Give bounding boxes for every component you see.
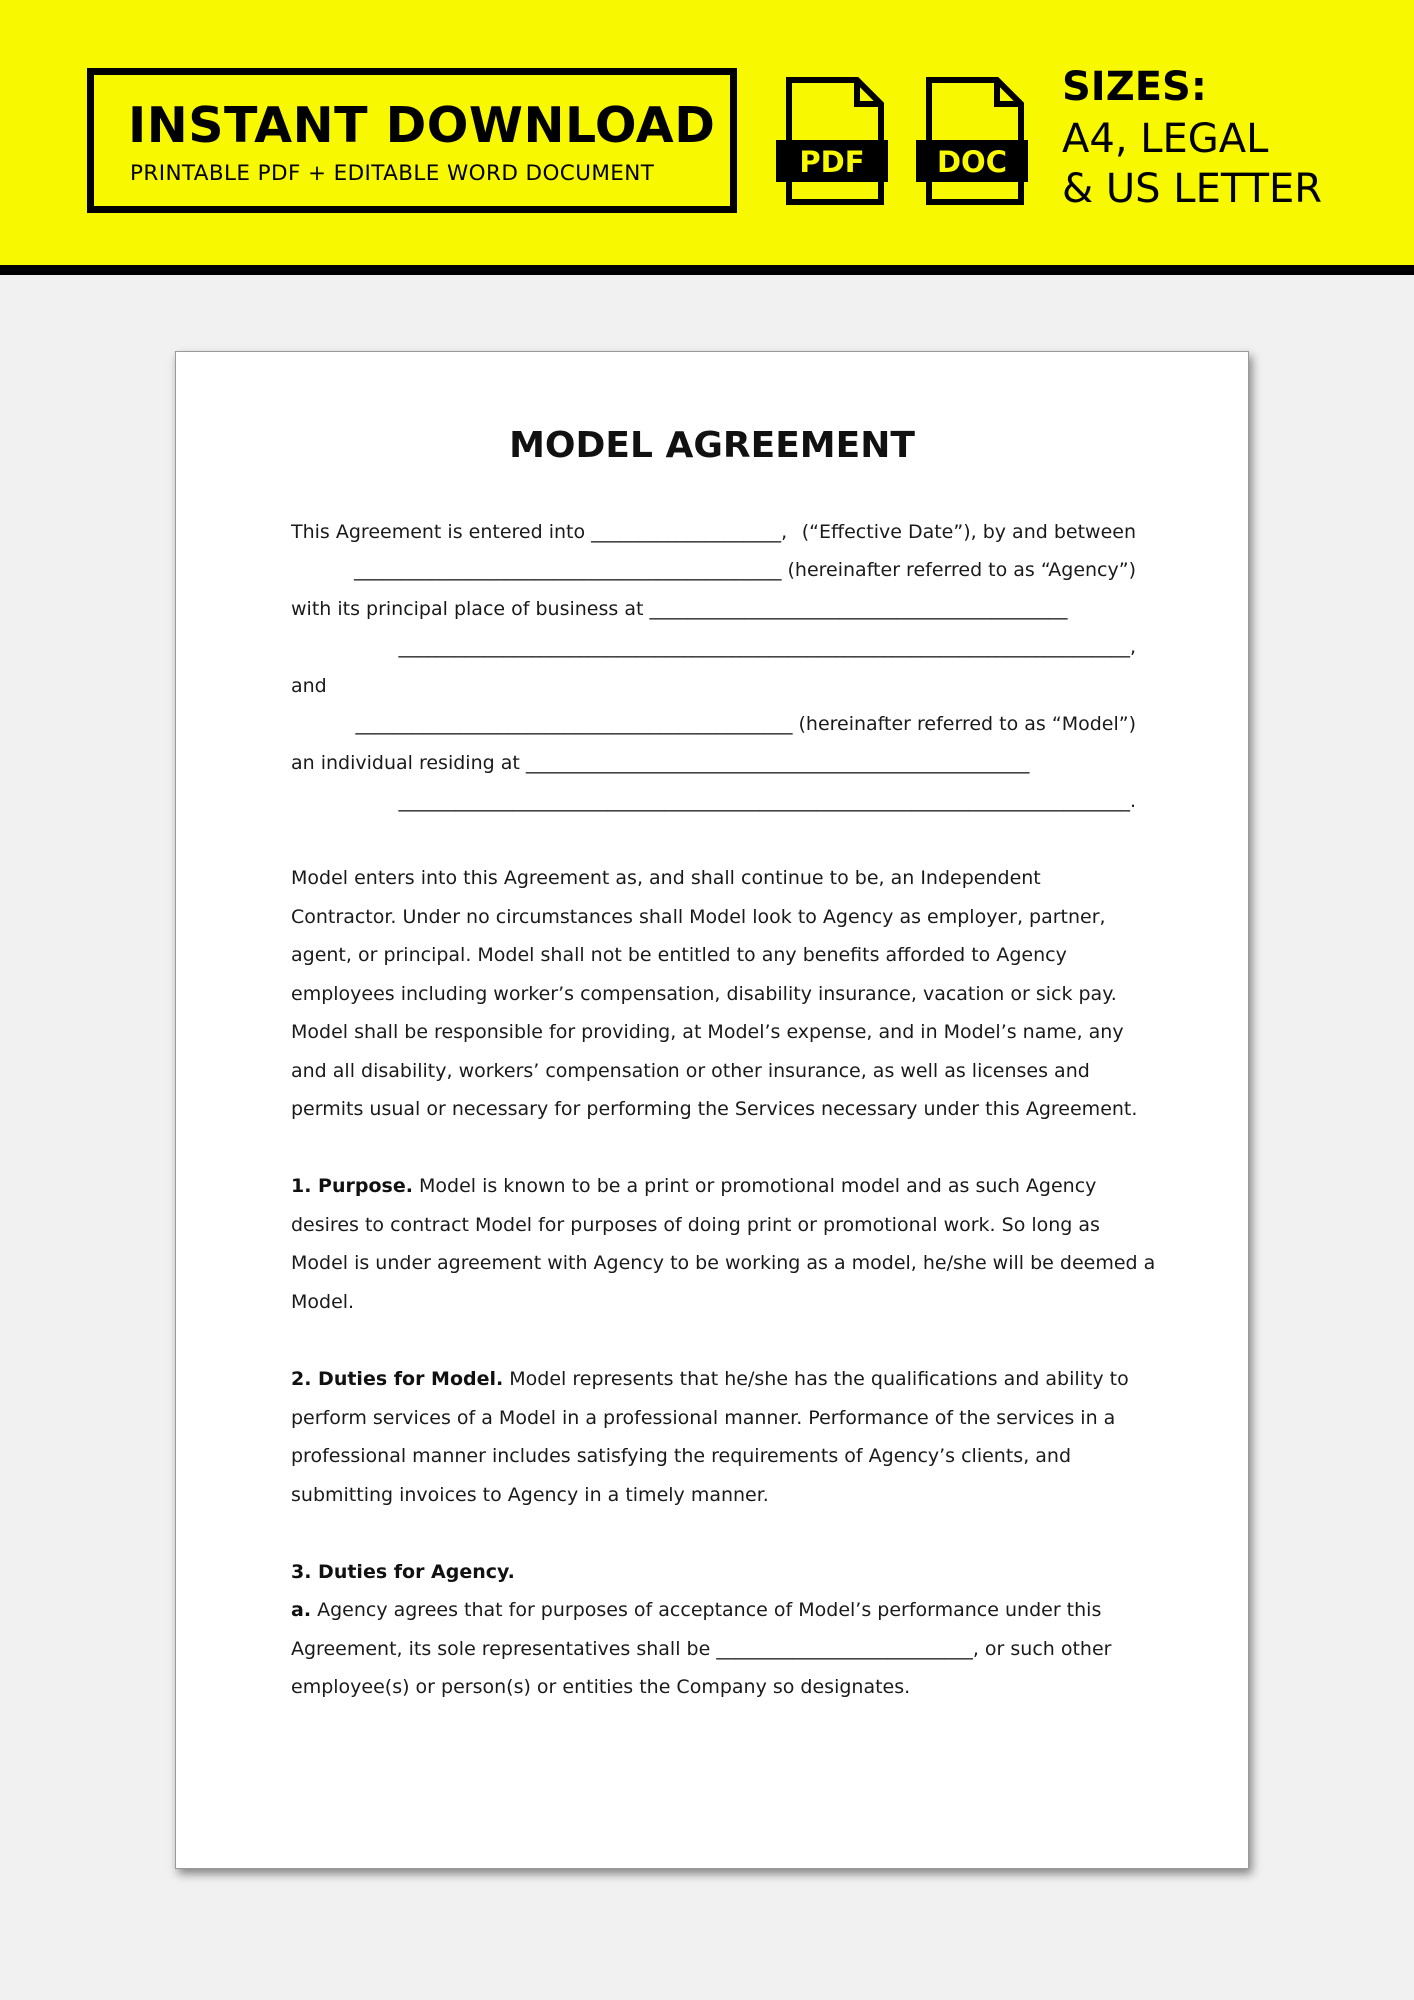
- instant-download-title: INSTANT DOWNLOAD: [128, 97, 716, 154]
- intro-line-7: an individual residing at _____________________________________________________: [291, 752, 1030, 774]
- contractor-line: Contractor. Under no circumstances shall Model look to Agency as employer, partner,: [291, 906, 1106, 928]
- intro-line-8: _____________________________________________________________________________.: [398, 790, 1136, 812]
- duties-agency-line-1: [291, 1599, 1101, 1621]
- instant-download-subtitle: PRINTABLE PDF + EDITABLE WORD DOCUMENT: [130, 161, 655, 186]
- purpose-line-4: Model.: [291, 1291, 355, 1313]
- contractor-line: employees including worker’s compensation, disability insurance, vacation or sick pay.: [291, 983, 1117, 1005]
- purpose-text: Model is known to be a print or promotional model and as such Agency: [412, 1175, 1097, 1197]
- duties-agency-heading-line: [291, 1561, 515, 1583]
- sizes-line-2: & US LETTER: [1062, 166, 1323, 212]
- purpose-line-3: Model is under agreement with Agency to be working as a model, he/she will be deemed a: [291, 1252, 1156, 1274]
- duties-agency-line-2: Agreement, its sole representatives shall be ___________________________, or such other: [291, 1638, 1112, 1660]
- duties-agency-heading: 3. Duties for Agency.: [291, 1561, 515, 1583]
- doc-file-icon: [915, 76, 1029, 206]
- duties-model-line-4: submitting invoices to Agency in a timely manner.: [291, 1484, 769, 1506]
- intro-line-4: _____________________________________________________________________________,: [398, 636, 1136, 658]
- pdf-file-icon: [775, 76, 889, 206]
- purpose-line-1: [291, 1175, 1096, 1197]
- intro-line-2: _____________________________________________ (hereinafter referred to as “Agency”): [353, 559, 1136, 581]
- contractor-line: Model enters into this Agreement as, and shall continue to be, an Independent: [291, 867, 1041, 889]
- intro-line-6: ______________________________________________ (hereinafter referred to as “Model”): [355, 713, 1136, 735]
- duties-model-line-1: [291, 1368, 1129, 1390]
- intro-line-3: with its principal place of business at ____________________________________________: [291, 598, 1068, 620]
- duties-agency-line-3: employee(s) or person(s) or entities the Company so designates.: [291, 1676, 911, 1698]
- instant-download-box: [87, 68, 737, 213]
- contractor-line: permits usual or necessary for performing the Services necessary under this Agreement.: [291, 1098, 1138, 1120]
- intro-line-1-a: This Agreement is entered into ____________________,: [291, 521, 788, 543]
- intro-line-1-b: (“Effective Date”), by and between: [801, 521, 1136, 543]
- duties-model-line-2: perform services of a Model in a professional manner. Performance of the services in a: [291, 1407, 1116, 1429]
- duties-model-line-3: professional manner includes satisfying the requirements of Agency’s clients, and: [291, 1445, 1072, 1467]
- sizes-title: SIZES:: [1062, 64, 1207, 110]
- sizes-line-1: A4, LEGAL: [1062, 116, 1269, 162]
- contractor-line: agent, or principal. Model shall not be entitled to any benefits afforded to Agency: [291, 944, 1067, 966]
- document-title: MODEL AGREEMENT: [509, 425, 915, 466]
- duties-agency-text: Agency agrees that for purposes of acceptance of Model’s performance under this: [311, 1599, 1102, 1621]
- duties-model-text: Model represents that he/she has the qualifications and ability to: [503, 1368, 1129, 1390]
- intro-line-1: [291, 521, 1136, 543]
- duties-model-heading: 2. Duties for Model.: [291, 1368, 504, 1390]
- purpose-line-2: desires to contract Model for purposes of doing print or promotional work. So long as: [291, 1214, 1100, 1236]
- duties-agency-a-label: a.: [291, 1599, 312, 1621]
- contractor-line: Model shall be responsible for providing, at Model’s expense, and in Model’s name, any: [291, 1021, 1124, 1043]
- document-page: [175, 351, 1249, 1869]
- doc-label: DOC: [936, 145, 1008, 179]
- purpose-heading: 1. Purpose.: [291, 1175, 413, 1197]
- intro-line-5: and: [291, 675, 327, 697]
- promo-banner: [0, 0, 1414, 275]
- pdf-label: PDF: [799, 145, 865, 179]
- contractor-line: and all disability, workers’ compensation or other insurance, as well as licenses and: [291, 1060, 1090, 1082]
